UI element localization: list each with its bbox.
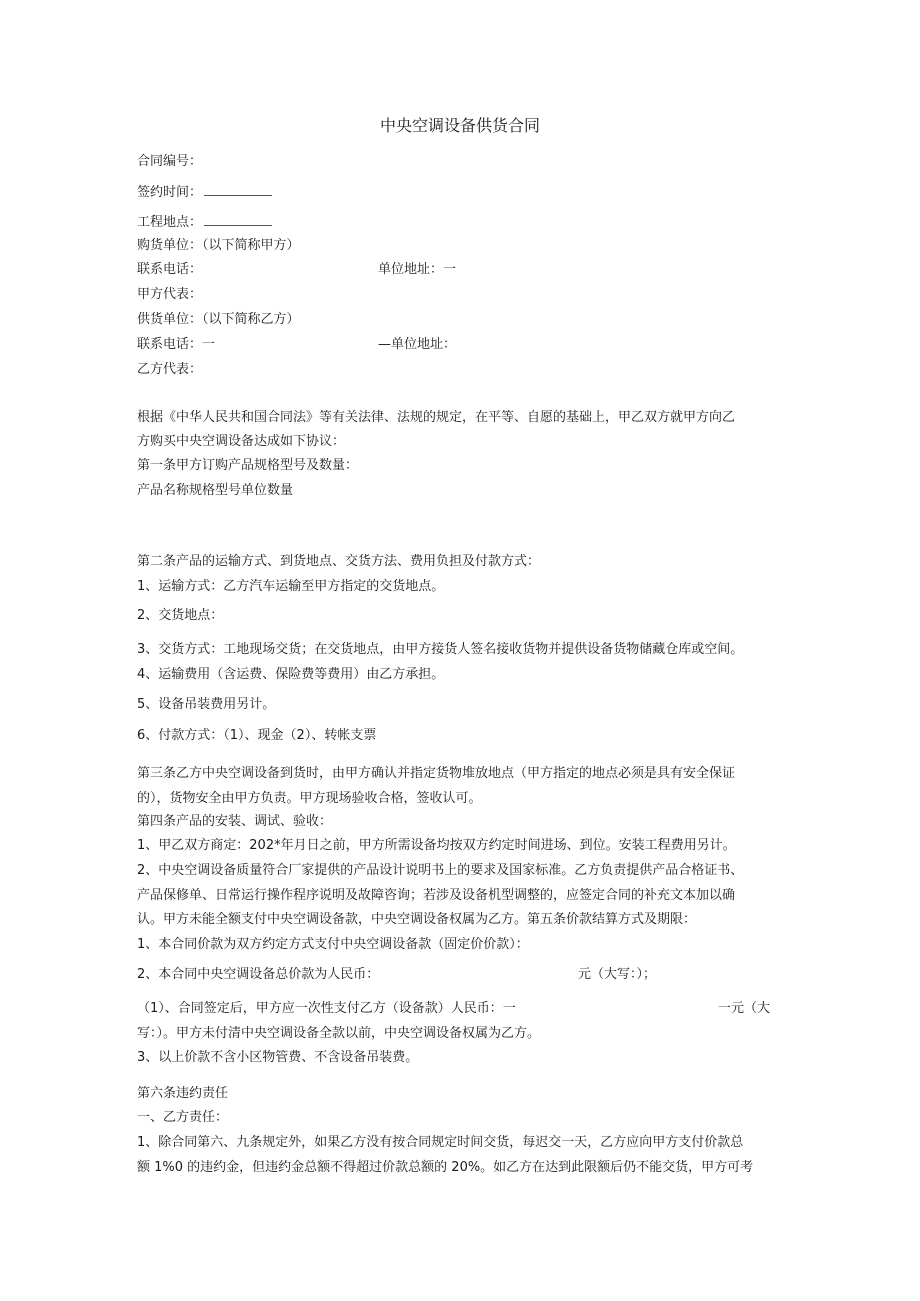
article2-title: 第二条产品的运输方式、到货地点、交货方法、费用负担及付款方式：	[137, 554, 541, 569]
article5-payment-1-cont: 写：）。甲方未付清中央空调设备全款以前，中央空调设备权属为乙方。	[137, 1026, 541, 1041]
supplier-rep-line: 乙方代表：	[137, 362, 203, 377]
article5-item-1: 1、本合同价款为双方约定方式支付中央空调设备款（固定价价款）：	[137, 937, 529, 952]
buyer-address-line: 单位地址：一	[378, 262, 457, 277]
article2-item-6: 6、付款方式：（1）、现金（2）、转帐支票	[137, 728, 377, 743]
sign-time-blank	[204, 185, 272, 196]
project-site-line	[137, 213, 272, 233]
contract-number-line: 合同编号：	[137, 154, 203, 169]
article1-columns: 产品名称规格型号单位数量	[137, 483, 294, 498]
article5-item-2-left: 2、本合同中央空调设备总价款为人民币：	[137, 967, 380, 982]
supplier-line: 供货单位：（以下简称乙方）	[137, 312, 300, 327]
article6-item-1-line-1: 1、除合同第六、九条规定外，如果乙方没有按合同规定时间交货，每迟交一天，乙方应向甲方支付价款总	[137, 1135, 744, 1150]
article5-payment-1-right: 一元（大	[718, 1001, 771, 1016]
article6-subtitle: 一、乙方责任：	[137, 1110, 229, 1125]
project-site-label: 工程地点：	[137, 215, 203, 230]
project-site-blank	[204, 215, 272, 226]
document-title: 中央空调设备供货合同	[379, 116, 540, 135]
article5-item-3: 3、以上价款不含小区物管费、不含设备吊装费。	[137, 1050, 419, 1065]
article4-title: 第四条产品的安装、调试、验收：	[137, 814, 333, 829]
intro-line-2: 方购买中央空调设备达成如下协议：	[137, 434, 346, 449]
article4-item-1: 1、甲乙双方商定：202*年月日之前，甲方所需设备均按双方约定时间进场、到位。安装工程费用另计。	[137, 838, 736, 853]
article3-line-1: 第三条乙方中央空调设备到货时，由甲方确认并指定货物堆放地点（甲方指定的地点必须是具有安全保证	[137, 766, 736, 781]
article2-item-2: 2、交货地点：	[137, 608, 224, 623]
article2-item-4: 4、运输费用（含运费、保险费等费用）由乙方承担。	[137, 667, 445, 682]
article4-item-2-line-2: 产品保修单、日常运行操作程序说明及故障咨询；若涉及设备机型调整的，应签定合同的补充文本加以确	[137, 888, 736, 903]
article6-item-1-line-2: 额 1%0 的违约金，但违约金总额不得超过价款总额的 20%。如乙方在达到此限额后仍不能交货，甲方可考	[137, 1160, 754, 1175]
sign-time-label: 签约时间：	[137, 185, 203, 200]
article3-line-2: 的），货物安全由甲方负责。甲方现场验收合格，签收认可。	[137, 791, 482, 806]
article1-title: 第一条甲方订购产品规格型号及数量：	[137, 458, 359, 473]
article2-item-1: 1、运输方式：乙方汽车运输至甲方指定的交货地点。	[137, 579, 445, 594]
article2-item-3: 3、交货方式：工地现场交货；在交货地点，由甲方接货人签名接收货物并提供设备货物储藏仓库或空间。	[137, 642, 744, 657]
article2-item-5: 5、设备吊装费用另计。	[137, 697, 276, 712]
intro-line-1: 根据《中华人民共和国合同法》等有关法律、法规的规定，在平等、自愿的基础上，甲乙双方就甲方向乙	[137, 410, 736, 425]
supplier-phone-line: 联系电话：一	[137, 337, 216, 352]
buyer-phone-line: 联系电话：	[137, 262, 203, 277]
article5-item-2-right: 元（大写：）；	[578, 967, 657, 982]
article4-item-2-line-3: 认。甲方未能全额支付中央空调设备款，中央空调设备权属为乙方。第五条价款结算方式及期限：	[137, 912, 697, 927]
supplier-address-line: —单位地址：	[378, 337, 457, 352]
article4-item-2-line-1: 2、中央空调设备质量符合厂家提供的产品设计说明书上的要求及国家标准。乙方负责提供产品合格证书、	[137, 863, 744, 878]
buyer-rep-line: 甲方代表：	[137, 287, 203, 302]
article5-payment-1-left: （1）、合同签定后，甲方应一次性支付乙方（设备款）人民币：一	[137, 1001, 516, 1016]
article6-title: 第六条违约责任	[137, 1086, 229, 1101]
buyer-line: 购货单位：（以下简称甲方）	[137, 238, 300, 253]
sign-time-line	[137, 183, 272, 203]
